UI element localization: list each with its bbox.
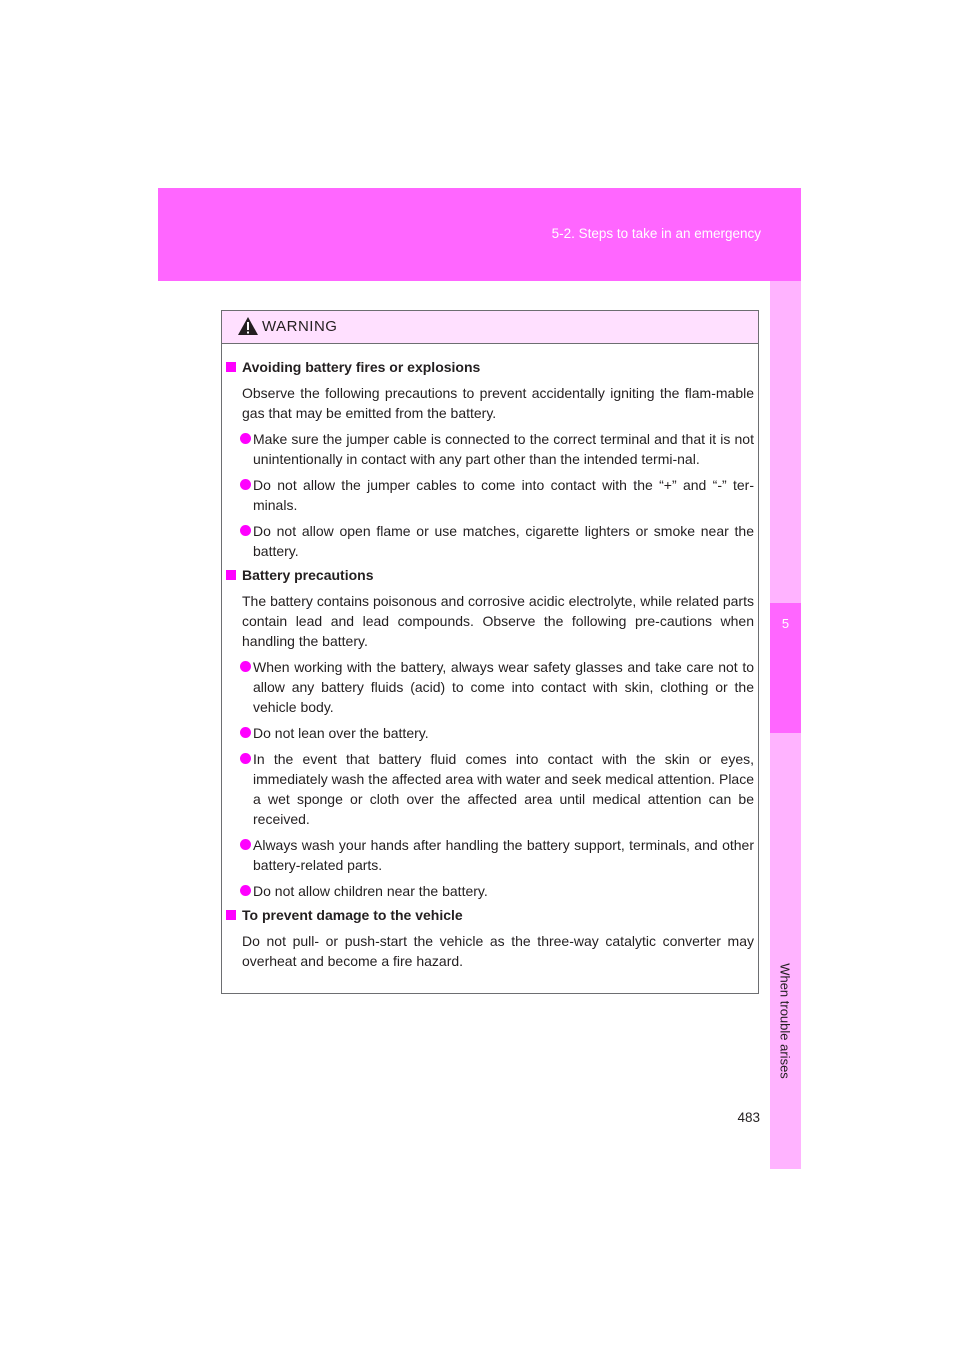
list-item: Do not allow the jumper cables to come into contact with the “+” and “-” ter-minals. [226, 475, 754, 515]
circle-bullet-icon [240, 661, 251, 672]
circle-bullet-icon [240, 885, 251, 896]
page-number: 483 [737, 1110, 760, 1125]
section-heading: To prevent damage to the vehicle [226, 905, 754, 925]
square-bullet-icon [226, 362, 236, 372]
circle-bullet-icon [240, 727, 251, 738]
warning-triangle-icon [237, 316, 259, 336]
header-band [158, 188, 801, 281]
warning-body [222, 344, 758, 971]
circle-bullet-icon [240, 753, 251, 764]
warning-label: WARNING [262, 318, 338, 335]
square-bullet-icon [226, 910, 236, 920]
square-bullet-icon [226, 570, 236, 580]
chapter-side-tab [770, 281, 801, 1169]
list-item: Do not lean over the battery. [226, 723, 754, 743]
section-heading: Battery precautions [226, 565, 754, 585]
circle-bullet-icon [240, 525, 251, 536]
chapter-title: When trouble arises [777, 963, 793, 1079]
section-intro: Do not pull- or push-start the vehicle as the three-way catalytic converter may overheat and become a fire hazard. [242, 933, 754, 969]
section-heading: Avoiding battery fires or explosions [226, 357, 754, 377]
list-item: When working with the battery, always wear safety glasses and take care not to allow any battery fluids (acid) to come into contact with skin, clothing or the vehicle body. [226, 657, 754, 717]
circle-bullet-icon [240, 433, 251, 444]
list-item: Always wash your hands after handling the battery support, terminals, and other battery-related parts. [226, 835, 754, 875]
list-item: In the event that battery fluid comes into contact with the skin or eyes, immediately wash the affected area with water and seek medical attention. Place a wet sponge or cloth over the affected area until medical attention can be received. [226, 749, 754, 829]
list-item: Do not allow children near the battery. [226, 881, 754, 901]
circle-bullet-icon [240, 479, 251, 490]
list-item: Do not allow open flame or use matches, cigarette lighters or smoke near the battery. [226, 521, 754, 561]
section-title: 5-2. Steps to take in an emergency [551, 226, 761, 241]
warning-box [221, 310, 759, 994]
chapter-number: 5 [781, 616, 790, 631]
warning-header [222, 311, 758, 344]
circle-bullet-icon [240, 839, 251, 850]
section-intro: The battery contains poisonous and corrosive acidic electrolyte, while related parts contain lead and lead compounds. Observe the following pre-cautions when handling the battery. [242, 593, 754, 649]
list-item: Make sure the jumper cable is connected to the correct terminal and that it is not unintentionally in contact with any part other than the intended termi-nal. [226, 429, 754, 469]
section-intro: Observe the following precautions to prevent accidentally igniting the flam-mable gas that may be emitted from the battery. [242, 385, 754, 421]
